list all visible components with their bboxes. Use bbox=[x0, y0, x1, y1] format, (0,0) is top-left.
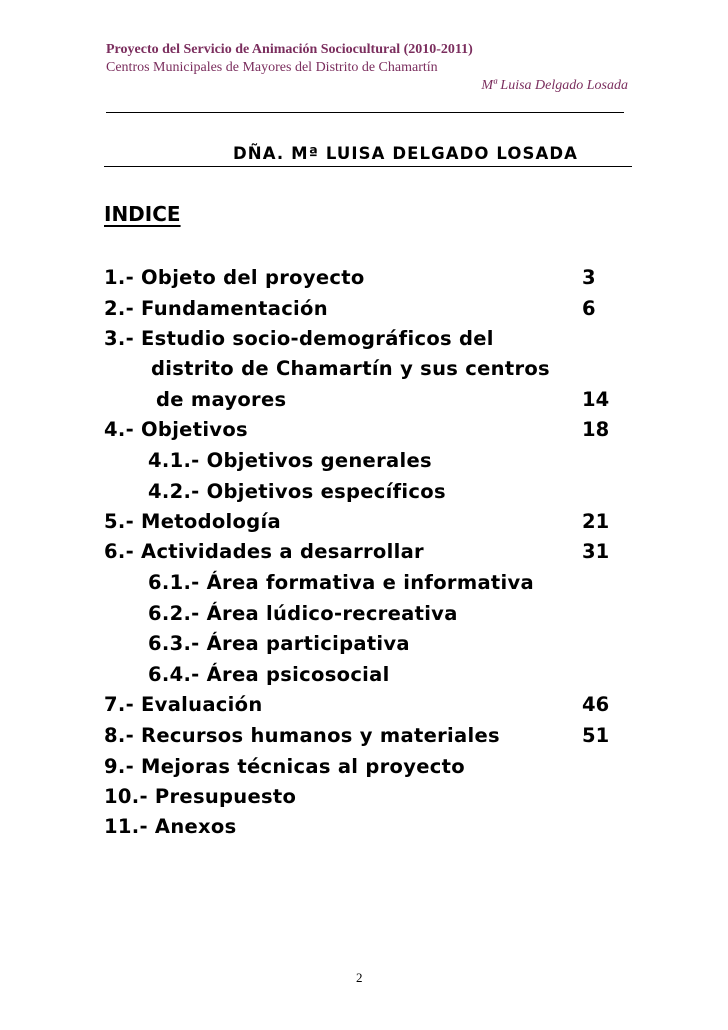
toc-entry-label: 2.- Fundamentación bbox=[104, 297, 328, 320]
toc-entry-page: 21 bbox=[582, 510, 610, 533]
toc-entry-label: 5.- Metodología bbox=[104, 510, 281, 533]
header-subtitle: Centros Municipales de Mayores del Distrito de Chamartín bbox=[106, 60, 438, 75]
toc-entry-label: 4.2.- Objetivos específicos bbox=[148, 480, 446, 503]
toc-row bbox=[0, 263, 728, 293]
index-heading: INDICE bbox=[104, 202, 181, 226]
toc-entry-label: 4.- Objetivos bbox=[104, 418, 248, 441]
toc-entry-label: 11.- Anexos bbox=[104, 815, 237, 838]
toc-entry-label: 3.- Estudio socio-demográficos del bbox=[104, 327, 494, 350]
toc-row bbox=[0, 599, 728, 629]
toc-entry-page: 46 bbox=[582, 693, 610, 716]
toc-row bbox=[0, 385, 728, 415]
toc-entry-label: 9.- Mejoras técnicas al proyecto bbox=[104, 755, 465, 778]
toc-entry-label: 6.4.- Área psicosocial bbox=[148, 663, 390, 686]
toc-row bbox=[0, 537, 728, 567]
toc-entry-label: 4.1.- Objetivos generales bbox=[148, 449, 432, 472]
toc-row bbox=[0, 752, 728, 782]
author-name-title: DÑA. Mª LUISA DELGADO LOSADA bbox=[233, 144, 579, 163]
toc-entry-page: 6 bbox=[582, 297, 596, 320]
toc-row bbox=[0, 446, 728, 476]
page-number: 2 bbox=[356, 970, 363, 985]
toc-row bbox=[0, 629, 728, 659]
toc-entry-label: 10.- Presupuesto bbox=[104, 785, 297, 808]
toc-entry-page: 31 bbox=[582, 540, 610, 563]
toc-entry-label: distrito de Chamartín y sus centros bbox=[151, 357, 550, 380]
header-project-title: Proyecto del Servicio de Animación Sociocultural (2010-2011) bbox=[106, 42, 473, 57]
toc-entry-page: 14 bbox=[582, 388, 610, 411]
toc-row bbox=[0, 721, 728, 751]
toc-row bbox=[0, 415, 728, 445]
toc-entry-label: 6.- Actividades a desarrollar bbox=[104, 540, 424, 563]
toc-row bbox=[0, 477, 728, 507]
toc-entry-page: 51 bbox=[582, 724, 610, 747]
toc-row bbox=[0, 354, 728, 384]
toc-entry-label: 7.- Evaluación bbox=[104, 693, 263, 716]
toc-row bbox=[0, 568, 728, 598]
toc-row bbox=[0, 507, 728, 537]
toc-entry-label: 1.- Objeto del proyecto bbox=[104, 266, 365, 289]
toc-entry-label: 6.2.- Área lúdico-recreativa bbox=[148, 602, 458, 625]
toc-row bbox=[0, 324, 728, 354]
toc-row bbox=[0, 660, 728, 690]
toc-entry-label: 8.- Recursos humanos y materiales bbox=[104, 724, 500, 747]
toc-entry-page: 18 bbox=[582, 418, 610, 441]
toc-row bbox=[0, 294, 728, 324]
toc-entry-label: 6.1.- Área formativa e informativa bbox=[148, 571, 534, 594]
toc-entry-page: 3 bbox=[582, 266, 596, 289]
header-author: Mª Luisa Delgado Losada bbox=[481, 78, 628, 93]
toc-row bbox=[0, 782, 728, 812]
toc-entry-label: 6.3.- Área participativa bbox=[148, 632, 410, 655]
toc-entry-label: de mayores bbox=[156, 388, 287, 411]
toc-row bbox=[0, 812, 728, 842]
toc-row bbox=[0, 690, 728, 720]
